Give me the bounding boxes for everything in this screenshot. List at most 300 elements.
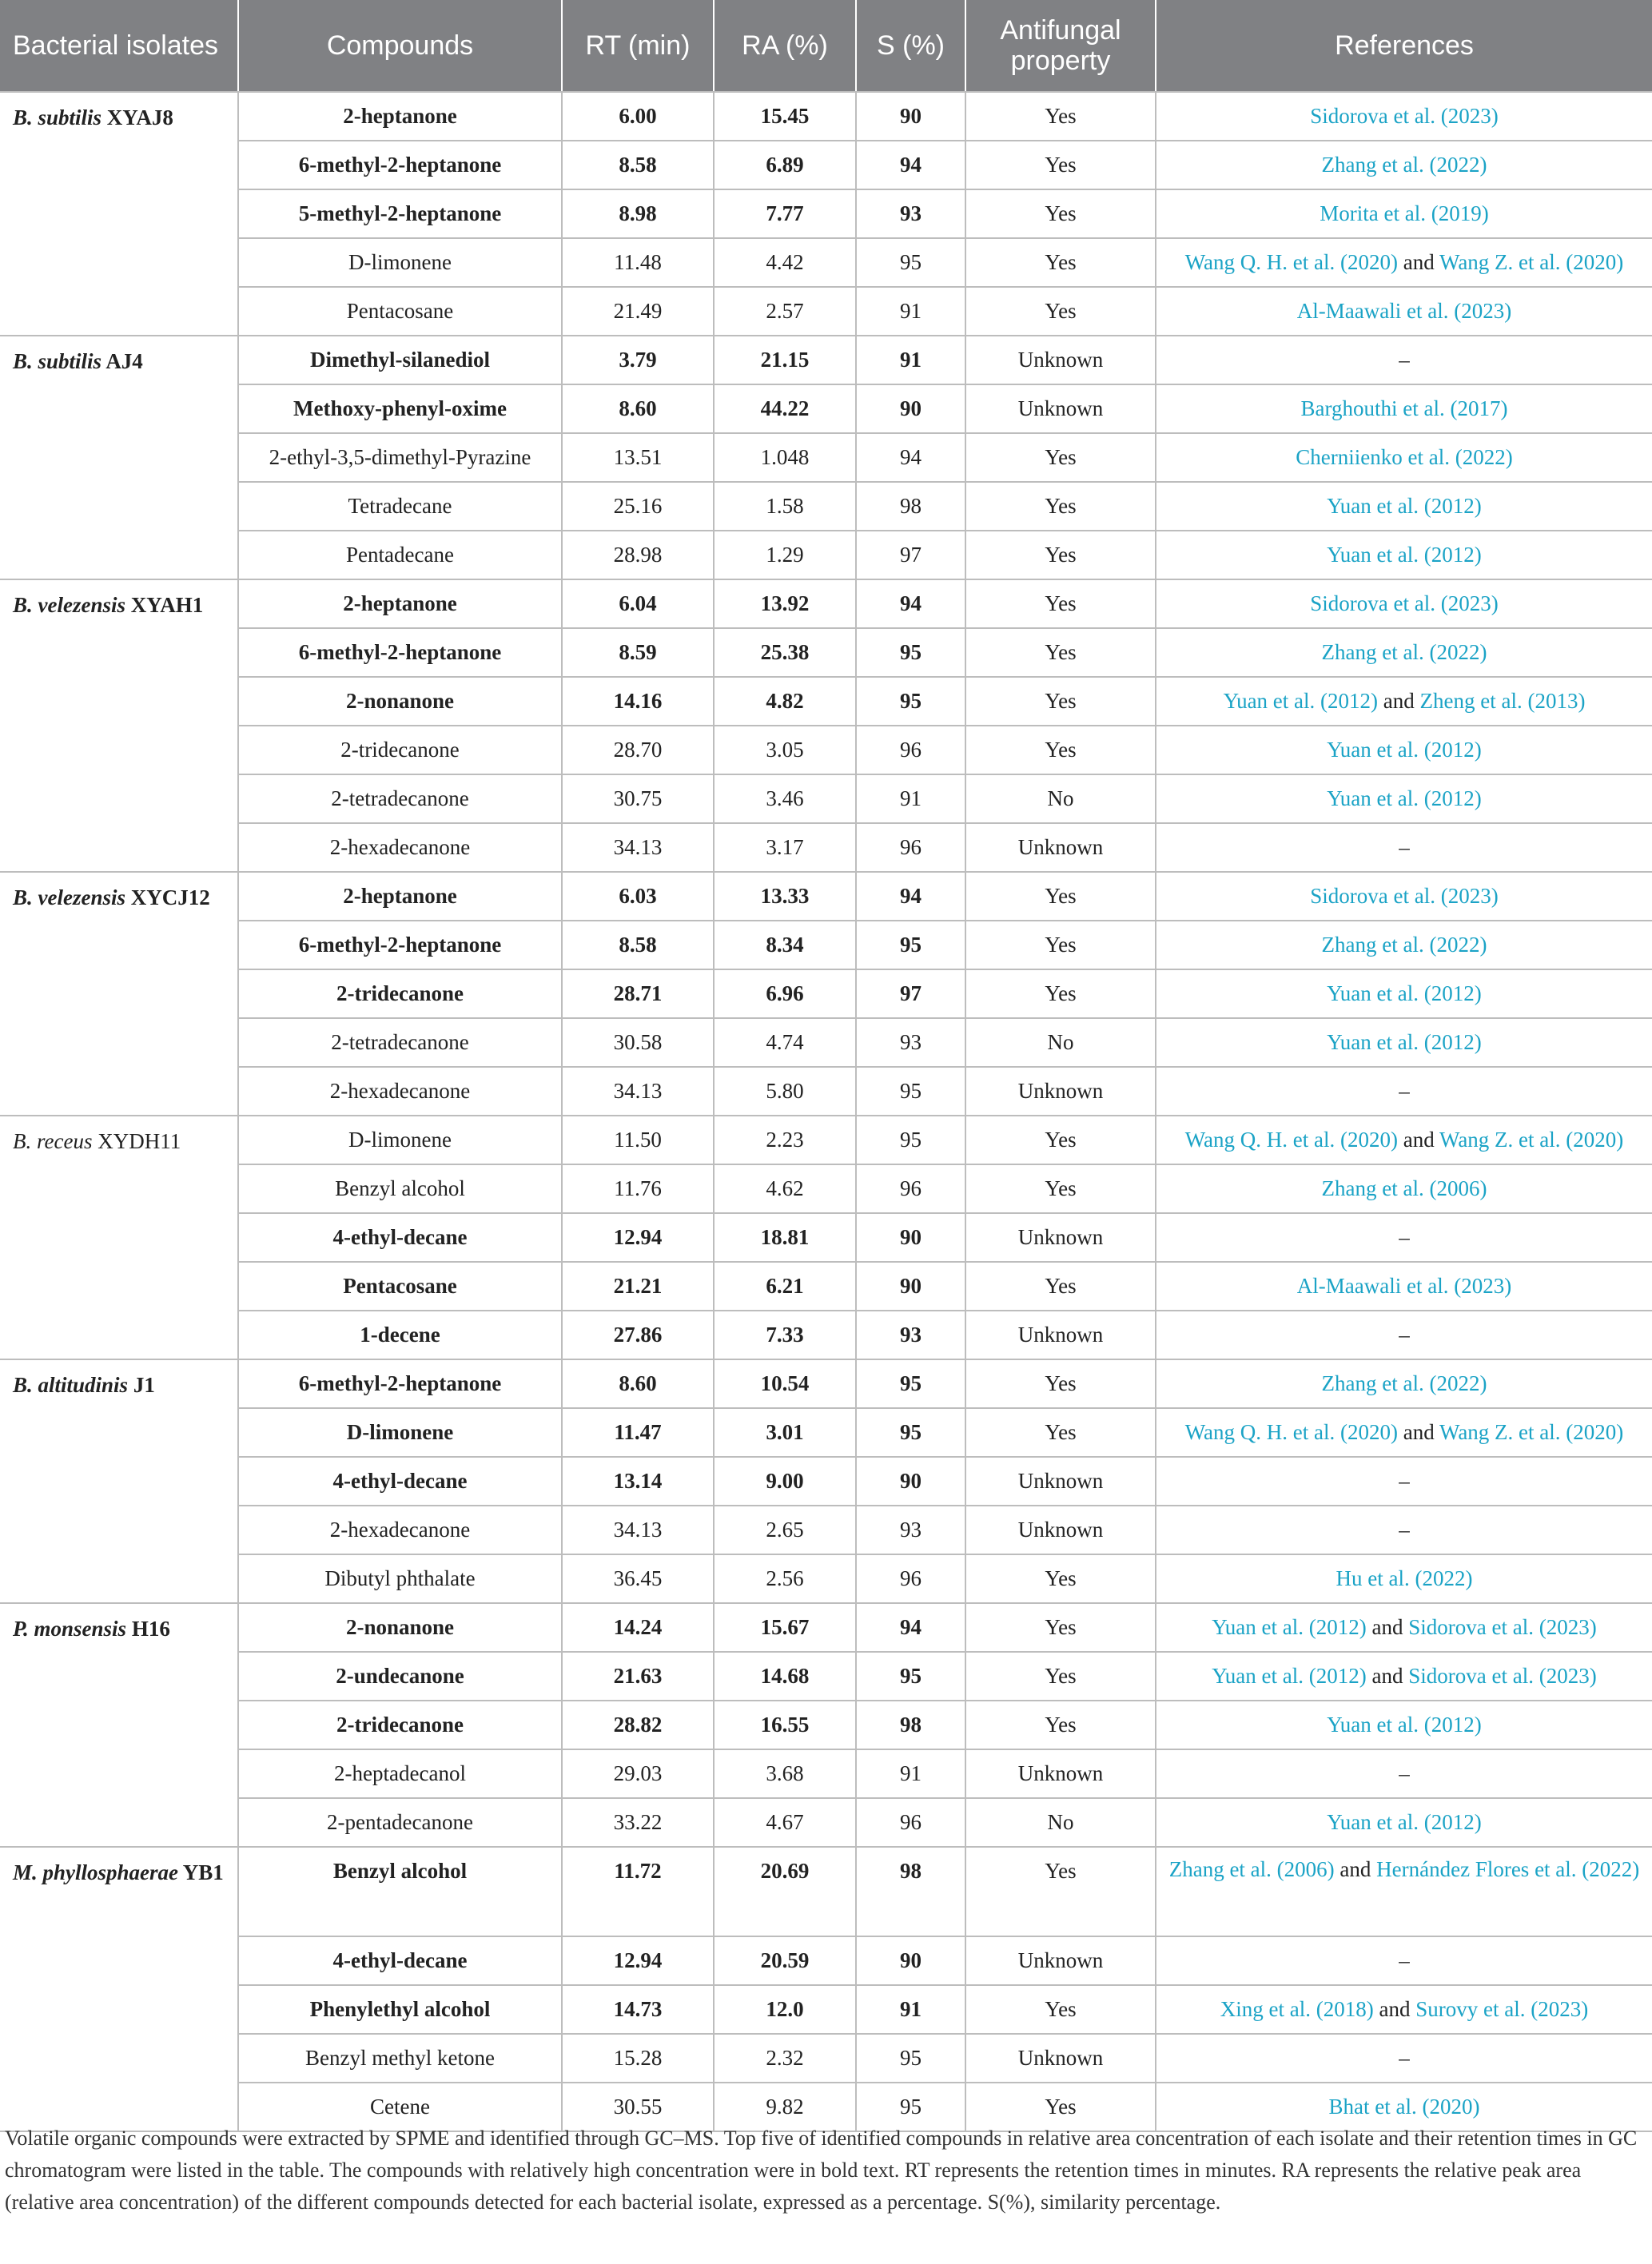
no-reference: –: [1399, 1469, 1410, 1493]
ra-cell: 25.38: [714, 628, 856, 677]
table-row: [0, 1116, 1652, 1164]
antifungal-cell: No: [965, 1018, 1156, 1067]
table-row: [0, 1262, 1652, 1311]
references-cell: [1156, 2034, 1652, 2083]
ra-cell: 1.58: [714, 482, 856, 531]
compound-cell: 5-methyl-2-heptanone: [238, 189, 562, 238]
references-cell: [1156, 384, 1652, 433]
similarity-cell: 96: [856, 726, 965, 774]
reference-link[interactable]: Zhang et al. (2022): [1321, 153, 1487, 177]
antifungal-cell: Yes: [965, 189, 1156, 238]
ra-cell: 2.32: [714, 2034, 856, 2083]
ra-cell: 5.80: [714, 1067, 856, 1116]
antifungal-cell: Yes: [965, 1847, 1156, 1936]
similarity-cell: 90: [856, 384, 965, 433]
no-reference: –: [1399, 1079, 1410, 1103]
table-row: [0, 1652, 1652, 1701]
rt-cell: 13.14: [562, 1457, 714, 1506]
reference-link[interactable]: Hu et al. (2022): [1336, 1566, 1473, 1590]
ra-cell: 4.42: [714, 238, 856, 287]
similarity-cell: 94: [856, 579, 965, 628]
antifungal-cell: Unknown: [965, 2034, 1156, 2083]
rt-cell: 21.63: [562, 1652, 714, 1701]
compound-cell: 2-heptadecanol: [238, 1749, 562, 1798]
ra-cell: 9.82: [714, 2083, 856, 2131]
similarity-cell: 98: [856, 1701, 965, 1749]
table-row: [0, 1603, 1652, 1652]
table-row: [0, 677, 1652, 726]
ra-cell: 4.62: [714, 1164, 856, 1213]
references-cell: [1156, 189, 1652, 238]
isolate-genus: B. subtilis: [13, 105, 102, 129]
compound-cell: 2-nonanone: [238, 1603, 562, 1652]
reference-link[interactable]: Yuan et al. (2012): [1327, 981, 1482, 1005]
ra-cell: 18.81: [714, 1213, 856, 1262]
rt-cell: 8.98: [562, 189, 714, 238]
references-cell: [1156, 1554, 1652, 1603]
ra-cell: 9.00: [714, 1457, 856, 1506]
references-cell: [1156, 141, 1652, 189]
similarity-cell: 91: [856, 1749, 965, 1798]
references-cell: [1156, 1701, 1652, 1749]
antifungal-cell: Yes: [965, 677, 1156, 726]
compound-cell: Benzyl alcohol: [238, 1847, 562, 1936]
compound-cell: 2-hexadecanone: [238, 1506, 562, 1554]
table-row: [0, 1798, 1652, 1847]
similarity-cell: 95: [856, 921, 965, 969]
references-cell: [1156, 1506, 1652, 1554]
compound-cell: 2-tridecanone: [238, 726, 562, 774]
references-cell: [1156, 336, 1652, 384]
no-reference: –: [1399, 1761, 1410, 1785]
ra-cell: 7.33: [714, 1311, 856, 1359]
table-row: [0, 1311, 1652, 1359]
references-cell: [1156, 677, 1652, 726]
reference-link[interactable]: Wang Z. et al. (2020): [1439, 1128, 1624, 1152]
table-row: [0, 2034, 1652, 2083]
ra-cell: 13.92: [714, 579, 856, 628]
antifungal-cell: Yes: [965, 921, 1156, 969]
similarity-cell: 90: [856, 1936, 965, 1985]
similarity-cell: 93: [856, 1311, 965, 1359]
reference-link[interactable]: Zheng et al. (2013): [1419, 689, 1586, 713]
similarity-cell: 96: [856, 1798, 965, 1847]
antifungal-cell: Yes: [965, 1603, 1156, 1652]
isolate-strain: H16: [131, 1617, 170, 1641]
ra-cell: 1.29: [714, 531, 856, 579]
no-reference: –: [1399, 348, 1410, 372]
header-rt: RT (min): [562, 0, 714, 92]
table-row: [0, 1408, 1652, 1457]
compound-cell: Pentacosane: [238, 287, 562, 336]
references-cell: [1156, 1936, 1652, 1985]
compound-cell: 2-heptanone: [238, 579, 562, 628]
antifungal-cell: Unknown: [965, 1936, 1156, 1985]
antifungal-cell: Yes: [965, 1262, 1156, 1311]
similarity-cell: 90: [856, 1262, 965, 1311]
similarity-cell: 97: [856, 531, 965, 579]
table-row: [0, 336, 1652, 384]
references-cell: [1156, 287, 1652, 336]
reference-link[interactable]: Barghouthi et al. (2017): [1300, 396, 1508, 420]
antifungal-cell: Unknown: [965, 1457, 1156, 1506]
no-reference: –: [1399, 1948, 1410, 1972]
antifungal-cell: Yes: [965, 969, 1156, 1018]
reference-link[interactable]: Yuan et al. (2012): [1327, 543, 1482, 567]
rt-cell: 8.58: [562, 141, 714, 189]
rt-cell: 29.03: [562, 1749, 714, 1798]
compound-cell: 2-tetradecanone: [238, 774, 562, 823]
reference-link[interactable]: Yuan et al. (2012): [1212, 1615, 1367, 1639]
reference-link[interactable]: Xing et al. (2018): [1220, 1997, 1374, 2021]
rt-cell: 14.24: [562, 1603, 714, 1652]
references-cell: [1156, 726, 1652, 774]
references-cell: [1156, 92, 1652, 141]
references-cell: [1156, 1067, 1652, 1116]
compound-cell: 2-pentadecanone: [238, 1798, 562, 1847]
antifungal-cell: Yes: [965, 141, 1156, 189]
table-row: [0, 238, 1652, 287]
similarity-cell: 93: [856, 1506, 965, 1554]
isolate-strain: YB1: [182, 1860, 224, 1884]
rt-cell: 34.13: [562, 1067, 714, 1116]
table-row: [0, 1506, 1652, 1554]
compound-cell: 1-decene: [238, 1311, 562, 1359]
reference-link[interactable]: Zhang et al. (2022): [1321, 640, 1487, 664]
isolate-cell: [0, 92, 238, 336]
rt-cell: 30.58: [562, 1018, 714, 1067]
similarity-cell: 95: [856, 1116, 965, 1164]
header-isolates: Bacterial isolates: [0, 0, 238, 92]
table-row: [0, 92, 1652, 141]
no-reference: –: [1399, 2046, 1410, 2070]
ra-cell: 3.05: [714, 726, 856, 774]
no-reference: –: [1399, 1518, 1410, 1542]
ra-cell: 6.89: [714, 141, 856, 189]
rt-cell: 8.58: [562, 921, 714, 969]
antifungal-cell: Yes: [965, 1701, 1156, 1749]
table-row: [0, 141, 1652, 189]
table-row: [0, 1749, 1652, 1798]
reference-link[interactable]: Yuan et al. (2012): [1327, 1713, 1482, 1737]
reference-link[interactable]: Wang Q. H. et al. (2020): [1184, 250, 1398, 274]
antifungal-cell: Yes: [965, 872, 1156, 921]
similarity-cell: 95: [856, 1067, 965, 1116]
reference-link[interactable]: Bhat et al. (2020): [1328, 2095, 1480, 2119]
table-row: [0, 433, 1652, 482]
reference-link[interactable]: Yuan et al. (2012): [1223, 689, 1379, 713]
rt-cell: 27.86: [562, 1311, 714, 1359]
reference-link[interactable]: Yuan et al. (2012): [1327, 786, 1482, 810]
reference-link[interactable]: Hernández Flores et al. (2022): [1376, 1857, 1640, 1881]
header-antifungal: Antifungal property: [965, 0, 1156, 92]
reference-separator: and: [1398, 1420, 1439, 1444]
compound-cell: 2-undecanone: [238, 1652, 562, 1701]
ra-cell: 16.55: [714, 1701, 856, 1749]
rt-cell: 33.22: [562, 1798, 714, 1847]
compound-cell: Phenylethyl alcohol: [238, 1985, 562, 2034]
references-cell: [1156, 1652, 1652, 1701]
references-cell: [1156, 628, 1652, 677]
table-row: [0, 969, 1652, 1018]
table-row: [0, 726, 1652, 774]
table-row: [0, 1359, 1652, 1408]
reference-separator: and: [1334, 1857, 1377, 1881]
rt-cell: 6.00: [562, 92, 714, 141]
no-reference: –: [1399, 1225, 1410, 1249]
similarity-cell: 96: [856, 823, 965, 872]
similarity-cell: 98: [856, 1847, 965, 1936]
no-reference: –: [1399, 1323, 1410, 1347]
similarity-cell: 95: [856, 1359, 965, 1408]
table-row: [0, 872, 1652, 921]
ra-cell: 2.57: [714, 287, 856, 336]
compound-cell: 6-methyl-2-heptanone: [238, 628, 562, 677]
reference-link[interactable]: Cherniienko et al. (2022): [1296, 445, 1513, 469]
antifungal-cell: Unknown: [965, 384, 1156, 433]
reference-link[interactable]: Surovy et al. (2023): [1415, 1997, 1589, 2021]
antifungal-cell: Yes: [965, 628, 1156, 677]
compound-cell: 6-methyl-2-heptanone: [238, 921, 562, 969]
reference-link[interactable]: Zhang et al. (2022): [1321, 1371, 1487, 1395]
table-row: [0, 482, 1652, 531]
reference-link[interactable]: Al-Maawali et al. (2023): [1296, 299, 1512, 323]
header-s: S (%): [856, 0, 965, 92]
reference-link[interactable]: Yuan et al. (2012): [1327, 1030, 1482, 1054]
ra-cell: 3.01: [714, 1408, 856, 1457]
isolate-cell: [0, 1847, 238, 2131]
antifungal-cell: Yes: [965, 726, 1156, 774]
similarity-cell: 91: [856, 287, 965, 336]
compound-cell: D-limonene: [238, 238, 562, 287]
rt-cell: 11.76: [562, 1164, 714, 1213]
references-cell: [1156, 969, 1652, 1018]
rt-cell: 8.60: [562, 1359, 714, 1408]
compound-cell: 2-tridecanone: [238, 969, 562, 1018]
table-row: [0, 823, 1652, 872]
isolate-genus: P. monsensis: [13, 1617, 127, 1641]
ra-cell: 14.68: [714, 1652, 856, 1701]
isolate-strain: XYAJ8: [106, 105, 173, 129]
rt-cell: 21.21: [562, 1262, 714, 1311]
reference-link[interactable]: Wang Z. et al. (2020): [1439, 1420, 1624, 1444]
compound-cell: 4-ethyl-decane: [238, 1936, 562, 1985]
header-compounds: Compounds: [238, 0, 562, 92]
antifungal-cell: Yes: [965, 1116, 1156, 1164]
antifungal-cell: Yes: [965, 579, 1156, 628]
compound-cell: Pentadecane: [238, 531, 562, 579]
compound-cell: D-limonene: [238, 1408, 562, 1457]
rt-cell: 12.94: [562, 1213, 714, 1262]
ra-cell: 2.65: [714, 1506, 856, 1554]
similarity-cell: 91: [856, 774, 965, 823]
references-cell: [1156, 1116, 1652, 1164]
table-row: [0, 921, 1652, 969]
reference-link[interactable]: Wang Q. H. et al. (2020): [1184, 1420, 1398, 1444]
similarity-cell: 95: [856, 2034, 965, 2083]
similarity-cell: 95: [856, 238, 965, 287]
reference-link[interactable]: Wang Z. et al. (2020): [1439, 250, 1624, 274]
ra-cell: 15.45: [714, 92, 856, 141]
rt-cell: 28.82: [562, 1701, 714, 1749]
rt-cell: 36.45: [562, 1554, 714, 1603]
isolate-strain: XYCJ12: [130, 885, 210, 909]
similarity-cell: 95: [856, 1408, 965, 1457]
compound-cell: Benzyl methyl ketone: [238, 2034, 562, 2083]
ra-cell: 3.17: [714, 823, 856, 872]
reference-link[interactable]: Yuan et al. (2012): [1327, 738, 1482, 762]
reference-link[interactable]: Sidorova et al. (2023): [1310, 591, 1499, 615]
similarity-cell: 94: [856, 433, 965, 482]
ra-cell: 2.23: [714, 1116, 856, 1164]
compound-cell: Methoxy-phenyl-oxime: [238, 384, 562, 433]
compound-cell: 4-ethyl-decane: [238, 1213, 562, 1262]
ra-cell: 3.68: [714, 1749, 856, 1798]
reference-link[interactable]: Zhang et al. (2006): [1168, 1857, 1335, 1881]
rt-cell: 3.79: [562, 336, 714, 384]
references-cell: [1156, 1262, 1652, 1311]
ra-cell: 1.048: [714, 433, 856, 482]
references-cell: [1156, 531, 1652, 579]
antifungal-cell: Yes: [965, 92, 1156, 141]
isolate-strain: J1: [133, 1373, 155, 1397]
reference-link[interactable]: Sidorova et al. (2023): [1408, 1664, 1597, 1688]
reference-link[interactable]: Yuan et al. (2012): [1212, 1664, 1367, 1688]
reference-link[interactable]: Al-Maawali et al. (2023): [1296, 1274, 1512, 1298]
antifungal-cell: Yes: [965, 1985, 1156, 2034]
antifungal-cell: Yes: [965, 433, 1156, 482]
header-row: [0, 0, 1652, 92]
ra-cell: 8.34: [714, 921, 856, 969]
references-cell: [1156, 1798, 1652, 1847]
compound-cell: Cetene: [238, 2083, 562, 2131]
compound-cell: Dibutyl phthalate: [238, 1554, 562, 1603]
antifungal-cell: Unknown: [965, 823, 1156, 872]
table-row: [0, 1936, 1652, 1985]
similarity-cell: 90: [856, 92, 965, 141]
references-cell: [1156, 872, 1652, 921]
similarity-cell: 93: [856, 1018, 965, 1067]
references-cell: [1156, 1359, 1652, 1408]
reference-link[interactable]: Sidorova et al. (2023): [1310, 104, 1499, 128]
ra-cell: 6.96: [714, 969, 856, 1018]
reference-link[interactable]: Zhang et al. (2006): [1321, 1176, 1487, 1200]
reference-link[interactable]: Yuan et al. (2012): [1327, 494, 1482, 518]
antifungal-cell: Yes: [965, 287, 1156, 336]
references-cell: [1156, 1847, 1652, 1936]
reference-link[interactable]: Yuan et al. (2012): [1327, 1810, 1482, 1834]
references-cell: [1156, 1164, 1652, 1213]
compound-cell: 6-methyl-2-heptanone: [238, 1359, 562, 1408]
compound-cell: 2-nonanone: [238, 677, 562, 726]
rt-cell: 11.48: [562, 238, 714, 287]
antifungal-cell: Yes: [965, 1164, 1156, 1213]
compound-cell: 2-ethyl-3,5-dimethyl-Pyrazine: [238, 433, 562, 482]
similarity-cell: 98: [856, 482, 965, 531]
table-row: [0, 531, 1652, 579]
isolate-strain: XYDH11: [98, 1129, 181, 1153]
table-body: [0, 92, 1652, 2131]
similarity-cell: 97: [856, 969, 965, 1018]
table-row: [0, 579, 1652, 628]
table-row: [0, 1213, 1652, 1262]
similarity-cell: 94: [856, 872, 965, 921]
compound-cell: 2-tetradecanone: [238, 1018, 562, 1067]
antifungal-cell: Yes: [965, 482, 1156, 531]
references-cell: [1156, 1457, 1652, 1506]
table-row: [0, 628, 1652, 677]
table-row: [0, 1554, 1652, 1603]
header-ra: RA (%): [714, 0, 856, 92]
reference-link[interactable]: Sidorova et al. (2023): [1408, 1615, 1597, 1639]
reference-separator: and: [1398, 250, 1439, 274]
similarity-cell: 91: [856, 336, 965, 384]
similarity-cell: 95: [856, 628, 965, 677]
rt-cell: 21.49: [562, 287, 714, 336]
reference-link[interactable]: Morita et al. (2019): [1320, 201, 1489, 225]
antifungal-cell: Yes: [965, 531, 1156, 579]
table-row: [0, 1457, 1652, 1506]
table-row: [0, 1701, 1652, 1749]
compound-cell: Dimethyl-silanediol: [238, 336, 562, 384]
similarity-cell: 91: [856, 1985, 965, 2034]
similarity-cell: 95: [856, 677, 965, 726]
isolate-cell: [0, 1116, 238, 1359]
isolate-cell: [0, 872, 238, 1116]
similarity-cell: 94: [856, 141, 965, 189]
ra-cell: 3.46: [714, 774, 856, 823]
antifungal-cell: Yes: [965, 1359, 1156, 1408]
antifungal-cell: Yes: [965, 2083, 1156, 2131]
ra-cell: 20.69: [714, 1847, 856, 1936]
reference-link[interactable]: Sidorova et al. (2023): [1310, 884, 1499, 908]
reference-link[interactable]: Zhang et al. (2022): [1321, 933, 1487, 957]
references-cell: [1156, 579, 1652, 628]
table-footnote: Volatile organic compounds were extracted by SPME and identified through GC–MS. Top five of identified compounds in relative area concentration of each isolate and their retention times in GC chromatogram were listed in the table. The compounds with relatively high concentration were in bold text. RT represents the retention times in minutes. RA represents the relative peak area (relative area concentration) of the different compounds detected for each bacterial isolate, expressed as a percentage. S(%), similarity percentage.: [5, 2127, 1638, 2214]
references-cell: [1156, 774, 1652, 823]
rt-cell: 28.70: [562, 726, 714, 774]
similarity-cell: 95: [856, 1652, 965, 1701]
table-header: [0, 0, 1652, 92]
reference-link[interactable]: Wang Q. H. et al. (2020): [1184, 1128, 1398, 1152]
compound-cell: 2-hexadecanone: [238, 1067, 562, 1116]
antifungal-cell: Yes: [965, 1652, 1156, 1701]
rt-cell: 28.98: [562, 531, 714, 579]
similarity-cell: 93: [856, 189, 965, 238]
isolate-cell: [0, 1359, 238, 1603]
ra-cell: 15.67: [714, 1603, 856, 1652]
similarity-cell: 95: [856, 2083, 965, 2131]
ra-cell: 10.54: [714, 1359, 856, 1408]
antifungal-cell: Yes: [965, 1408, 1156, 1457]
ra-cell: 13.33: [714, 872, 856, 921]
rt-cell: 14.16: [562, 677, 714, 726]
similarity-cell: 96: [856, 1554, 965, 1603]
ra-cell: 21.15: [714, 336, 856, 384]
rt-cell: 8.60: [562, 384, 714, 433]
ra-cell: 12.0: [714, 1985, 856, 2034]
rt-cell: 34.13: [562, 1506, 714, 1554]
compound-cell: 2-heptanone: [238, 92, 562, 141]
table-row: [0, 287, 1652, 336]
reference-separator: and: [1366, 1615, 1409, 1639]
antifungal-cell: Unknown: [965, 1749, 1156, 1798]
reference-separator: and: [1366, 1664, 1409, 1688]
isolate-genus: B. subtilis: [13, 349, 102, 373]
compound-cell: 2-tridecanone: [238, 1701, 562, 1749]
compound-cell: Tetradecane: [238, 482, 562, 531]
rt-cell: 30.55: [562, 2083, 714, 2131]
